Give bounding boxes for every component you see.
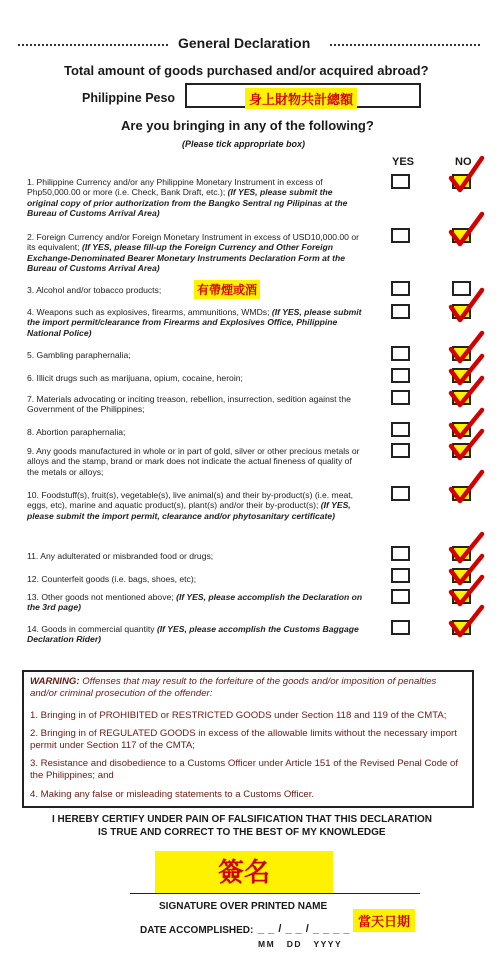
certify-line-2: IS TRUE AND CORRECT TO THE BEST OF MY KNOWLEDGE	[98, 827, 386, 838]
list-item-3: 3. Alcohol and/or tobacco products;	[27, 285, 162, 295]
yes-checkbox-13[interactable]	[391, 589, 410, 604]
header-dotted-right	[330, 44, 480, 46]
no-checkbox-7[interactable]	[452, 390, 471, 405]
yes-checkbox-7[interactable]	[391, 390, 410, 405]
signature-annotation: 簽名	[155, 851, 333, 893]
form-title: General Declaration	[178, 35, 311, 51]
alcohol-annotation: 有帶煙或酒	[194, 280, 260, 299]
certify-line-1: I HEREBY CERTIFY UNDER PAIN OF FALSIFICATION THAT THIS DECLARATION	[52, 814, 433, 825]
yes-checkbox-5[interactable]	[391, 346, 410, 361]
date-annotation: 當天日期	[353, 909, 415, 932]
amount-field[interactable]	[185, 83, 421, 108]
list-item-7: 7. Materials advocating or inciting treason, rebellion, insurrection, sedition against the Government of the Philippines;	[27, 394, 351, 415]
warning-point-4: 4. Making any false or misleading statements to a Customs Officer.	[30, 789, 315, 800]
yes-checkbox-4[interactable]	[391, 304, 410, 319]
yes-column-label: YES	[392, 156, 415, 168]
yes-checkbox-9[interactable]	[391, 443, 410, 458]
no-checkbox-2[interactable]	[452, 228, 471, 243]
amount-question: Total amount of goods purchased and/or acquired abroad?	[64, 63, 429, 78]
yes-checkbox-3[interactable]	[391, 281, 410, 296]
list-item-12: 12. Counterfeit goods (i.e. bags, shoes, etc);	[27, 574, 197, 584]
no-checkbox-4[interactable]	[452, 304, 471, 319]
no-checkbox-3[interactable]	[452, 281, 471, 296]
no-checkbox-13[interactable]	[452, 589, 471, 604]
warning-point-2: 2. Bringing in of REGULATED GOODS in excess of the allowable limits without the necessary import permit under Section 117 of the CMTA;	[30, 728, 457, 751]
list-item-14: 14. Goods in commercial quantity (If YES, please accomplish the Customs Baggage Declaration Rider)	[27, 624, 359, 645]
warning-point-3: 3. Resistance and disobedience to a Customs Officer under Article 151 of the Revised Penal Code of the Philippines; and	[30, 758, 459, 781]
yes-checkbox-6[interactable]	[391, 368, 410, 383]
yes-checkbox-10[interactable]	[391, 486, 410, 501]
list-item-10: 10. Foodstuff(s), fruit(s), vegetable(s), live animal(s) and their by-product(s) (i.e. meat, eggs, etc), marine and aquatic product(s), plant(s) and/or their by-product(s); (If YES, please submit the import permit, clearance and/or phytosanitary certificate)	[27, 490, 354, 521]
warning-point-1: 1. Bringing in of PROHIBITED or RESTRICTED GOODS under Section 118 and 119 of the CMTA;	[30, 710, 447, 721]
signature-label[interactable]: SIGNATURE OVER PRINTED NAME	[159, 901, 328, 912]
tick-hint: (Please tick appropriate box)	[182, 139, 306, 149]
yes-checkbox-14[interactable]	[391, 620, 410, 635]
amount-field-annotation: 身上財物共計總額	[245, 88, 357, 109]
list-item-4: 4. Weapons such as explosives, firearms, ammunitions, WMDs; (If YES, please submit the import permit/clearance from Firearms and Explosives Office, Philippine National Police)	[27, 307, 362, 338]
no-checkbox-8[interactable]	[452, 422, 471, 437]
yes-checkbox-1[interactable]	[391, 174, 410, 189]
no-checkbox-10[interactable]	[452, 486, 471, 501]
list-item-9: 9. Any goods manufactured in whole or in part of gold, silver or other precious metals or alloys and the stamp, brand or mark does not indicate the actual fineness of quality of the metals or alloys;	[27, 446, 360, 477]
signature-line	[130, 893, 420, 894]
no-checkbox-5[interactable]	[452, 346, 471, 361]
yes-checkbox-11[interactable]	[391, 546, 410, 561]
date-label: DATE ACCOMPLISHED:	[140, 925, 254, 936]
yes-checkbox-12[interactable]	[391, 568, 410, 583]
yes-checkbox-8[interactable]	[391, 422, 410, 437]
yes-checkbox-2[interactable]	[391, 228, 410, 243]
list-item-1: 1. Philippine Currency and/or any Philippine Monetary Instrument in excess of Php50,000.00 or more (i.e. Check, Bank Draft, etc.); (If YES, please submit the original copy of prior authorization from the Bangko Sentral ng Pilipinas at the Bureau of Customs Arrival Area)	[27, 177, 348, 219]
list-item-6: 6. Illicit drugs such as marijuana, opium, cocaine, heroin;	[27, 373, 243, 383]
warning-intro: WARNING: Offenses that may result to the forfeiture of the goods and/or imposition of penalties and/or criminal prosecution of the offender:	[30, 676, 437, 699]
list-item-13: 13. Other goods not mentioned above; (If YES, please accomplish the Declaration on the 3rd page)	[27, 592, 363, 613]
list-item-8: 8. Abortion paraphernalia;	[27, 427, 126, 437]
list-item-5: 5. Gambling paraphernalia;	[27, 350, 131, 360]
date-field[interactable]: _ _ / _ _ / _ _ _ _	[258, 923, 351, 935]
header-dotted-left	[18, 44, 168, 46]
no-column-label: NO	[455, 156, 472, 168]
bringing-question: Are you bringing in any of the following?	[121, 118, 374, 133]
no-checkbox-12[interactable]	[452, 568, 471, 583]
list-item-11: 11. Any adulterated or misbranded food or drugs;	[27, 551, 214, 561]
no-checkbox-11[interactable]	[452, 546, 471, 561]
no-checkbox-14[interactable]	[452, 620, 471, 635]
no-checkbox-6[interactable]	[452, 368, 471, 383]
no-checkbox-9[interactable]	[452, 443, 471, 458]
no-checkbox-1[interactable]	[452, 174, 471, 189]
date-format: MM DD YYYY	[258, 939, 343, 949]
currency-label: Philippine Peso	[82, 91, 176, 105]
list-item-2: 2. Foreign Currency and/or Foreign Monetary Instrument in excess of USD10,000.00 or its equivalent; (If YES, please fill-up the Foreign Currency and Other Foreign Exchange-Denominated Bearer Monetary Instruments Declaration Form at the Bureau of Customs Arrival Area)	[27, 232, 359, 274]
